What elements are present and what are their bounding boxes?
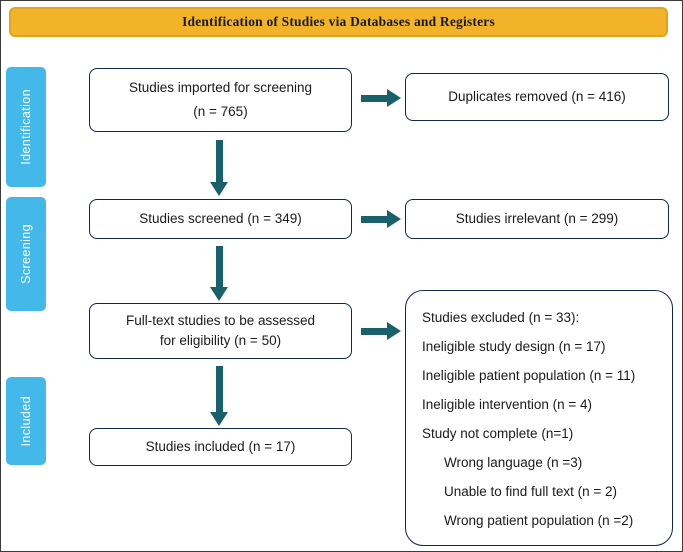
stage-label-identification (6, 67, 46, 187)
arrow-head-icon (387, 89, 401, 107)
excluded-item: Ineligible study design (n = 17) (422, 339, 606, 354)
arrow-imported-to-screened (210, 140, 228, 196)
arrow-stem (216, 246, 223, 287)
arrow-stem (216, 140, 223, 182)
stage-label-included-text: Included (19, 395, 33, 447)
banner-title: Identification of Studies via Databases and Registers (182, 14, 495, 29)
box-studies-screened (89, 199, 352, 239)
banner (9, 7, 668, 37)
stage-label-identification-text: Identification (19, 89, 33, 165)
box-studies-excluded (405, 290, 673, 546)
box-studies-imported (89, 68, 352, 132)
arrow-head-icon (387, 210, 401, 228)
box-studies-excluded-title: Studies excluded (n = 33): (422, 310, 580, 325)
box-fulltext-assessed-line2: for eligibility (n = 50) (159, 333, 282, 348)
box-studies-included (89, 428, 352, 466)
arrow-fulltext-to-excluded (361, 322, 401, 340)
box-fulltext-assessed (89, 303, 352, 359)
excluded-item: Wrong patient population (n =2) (444, 513, 634, 528)
arrow-imported-to-duplicates (361, 89, 401, 107)
arrow-screened-to-fulltext (210, 246, 228, 301)
box-fulltext-assessed-line1: Full-text studies to be assessed (125, 313, 316, 328)
stage-label-included (6, 377, 46, 465)
box-studies-imported-line2: (n = 765) (193, 104, 248, 119)
excluded-item: Unable to find full text (n = 2) (444, 484, 617, 499)
arrow-head-icon (210, 412, 228, 426)
arrow-fulltext-to-included (210, 366, 228, 426)
box-studies-screened-text: Studies screened (n = 349) (139, 211, 302, 226)
stage-label-screening (6, 197, 46, 311)
arrow-stem (361, 328, 387, 335)
excluded-item: Wrong language (n =3) (444, 455, 583, 470)
excluded-item: Ineligible patient population (n = 11) (422, 368, 636, 383)
arrow-screened-to-irrelevant (361, 210, 401, 228)
arrow-stem (216, 366, 223, 412)
box-studies-irrelevant-text: Studies irrelevant (n = 299) (455, 211, 619, 226)
arrow-head-icon (210, 182, 228, 196)
arrow-head-icon (387, 322, 401, 340)
excluded-item: Study not complete (n=1) (422, 426, 574, 441)
box-duplicates-removed (405, 73, 669, 121)
stage-label-screening-text: Screening (19, 224, 33, 284)
arrow-stem (361, 95, 387, 102)
box-studies-irrelevant (405, 199, 669, 239)
arrow-stem (361, 216, 387, 223)
excluded-item: Ineligible intervention (n = 4) (422, 397, 592, 412)
box-duplicates-removed-text: Duplicates removed (n = 416) (448, 89, 626, 104)
box-studies-imported-line1: Studies imported for screening (128, 80, 313, 95)
box-studies-included-text: Studies included (n = 17) (145, 439, 296, 454)
arrow-head-icon (210, 287, 228, 301)
